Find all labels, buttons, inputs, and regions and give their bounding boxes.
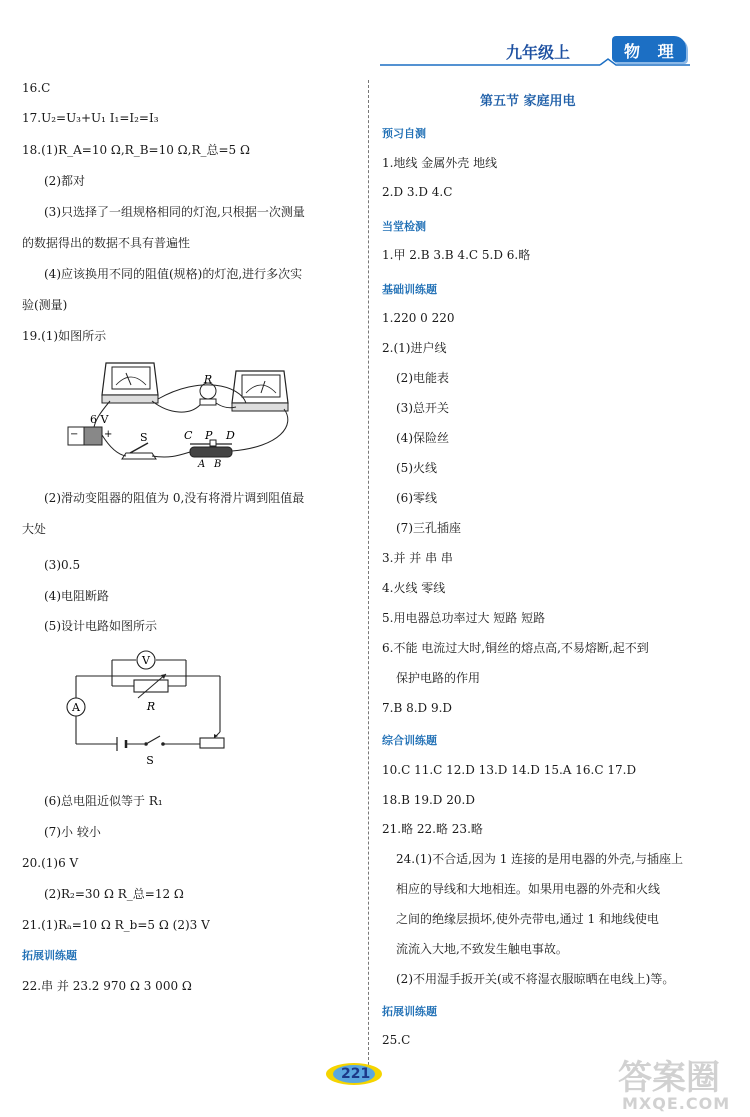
right-answer-19: 21.略 22.略 23.略: [382, 822, 483, 836]
answer-19-6: (6)总电阻近似等于 R₁: [44, 794, 163, 808]
answer-19-2a: (2)滑动变阻器的阻值为 0,没有将滑片调到阻值最: [44, 491, 305, 505]
watermark-logo-text: 答案圈: [618, 1058, 720, 1098]
answer-20-2: (2)R₂=30 Ω R_总=12 Ω: [44, 887, 184, 901]
answer-18-4a: (4)应该换用不同的阻值(规格)的灯泡,进行多次实: [44, 267, 303, 281]
answer-18-3b: 的数据得出的数据不具有普遍性: [22, 236, 191, 250]
grade-label: 九年级上: [506, 43, 571, 62]
section-heading-yuxi: 预习自测: [382, 127, 426, 140]
right-answer-11: (7)三孔插座: [396, 521, 461, 535]
answer-18-3a: (3)只选择了一组规格相同的灯泡,只根据一次测量: [44, 205, 305, 219]
right-answer-9: (5)火线: [396, 461, 437, 475]
right-answer-15a: 6.不能 电流过大时,铜丝的熔点高,不易熔断,起不到: [382, 641, 649, 655]
rheostat-label-p: P: [205, 429, 213, 442]
right-answer-20a: 24.(1)不合适,因为 1 连接的是用电器的外壳,与插座上: [396, 852, 683, 866]
header-rule: [380, 56, 692, 70]
answer-21: 21.(1)Rₐ=10 Ω R_b=5 Ω (2)3 V: [22, 918, 210, 932]
ammeter-symbol-label: A: [72, 701, 80, 714]
right-answer-3: 1.甲 2.B 3.B 4.C 5.D 6.略: [382, 248, 531, 262]
right-answer-8: (4)保险丝: [396, 431, 449, 445]
switch-symbol-label: S: [146, 754, 154, 767]
lamp-bulb: [200, 383, 216, 405]
answer-18-2: (2)都对: [44, 174, 85, 188]
right-answer-16: 7.B 8.D 9.D: [382, 701, 453, 715]
right-answer-14: 5.用电器总功率过大 短路 短路: [382, 611, 546, 625]
right-answer-1: 1.地线 金属外壳 地线: [382, 156, 498, 170]
page-number-badge: [326, 1063, 382, 1087]
section-heading-zonghe: 综合训练题: [382, 734, 437, 747]
section-title: 第五节 家庭用电: [480, 94, 576, 109]
voltmeter-symbol-label: V: [142, 654, 150, 667]
page-number: 221: [341, 1066, 371, 1082]
answer-18-1: 18.(1)R_A=10 Ω,R_B=10 Ω,R_总=5 Ω: [22, 143, 250, 157]
answer-22: 22.串 并 23.2 970 Ω 3 000 Ω: [22, 979, 192, 993]
right-answer-20d: 流流入大地,不致发生触电事故。: [396, 942, 568, 956]
resistor-symbol: [134, 674, 168, 698]
right-answer-20c: 之间的绝缘层损坏,使外壳带电,通过 1 和地线使电: [396, 912, 659, 926]
answer-17: 17.U₂=U₃+U₁ I₁=I₂=I₃: [22, 111, 159, 125]
answer-16: 16.C: [22, 81, 51, 95]
battery-plus-label: +: [104, 429, 113, 440]
rheostat-symbol: [200, 732, 224, 748]
section-heading-tuozhan-right: 拓展训练题: [382, 1005, 437, 1018]
answer-19-3: (3)0.5: [44, 558, 81, 572]
rheostat-label-c: C: [184, 429, 193, 442]
knife-switch: [122, 443, 156, 459]
circuit-schematic-figure: [62, 648, 242, 768]
answer-19-7: (7)小 较小: [44, 825, 101, 839]
right-answer-22: 25.C: [382, 1033, 411, 1047]
lamp-label: R: [203, 373, 213, 386]
battery-symbol: [117, 737, 126, 751]
rheostat: [190, 440, 232, 457]
right-answer-18: 18.B 19.D 20.D: [382, 793, 475, 807]
right-answer-12: 3.并 并 串 串: [382, 551, 453, 565]
section-heading-jichu: 基础训练题: [382, 283, 437, 296]
battery-minus-label: −: [70, 429, 79, 440]
right-answer-15b: 保护电路的作用: [396, 671, 481, 685]
right-answer-4: 1.220 0 220: [382, 311, 455, 325]
subject-label: 物 理: [624, 42, 680, 61]
column-divider: [368, 80, 369, 1070]
physical-circuit-figure: [60, 355, 300, 475]
right-answer-17: 10.C 11.C 12.D 13.D 14.D 15.A 16.C 17.D: [382, 763, 637, 777]
rheostat-label-b: B: [214, 459, 222, 470]
right-answer-2: 2.D 3.D 4.C: [382, 185, 453, 199]
answer-19-1: 19.(1)如图所示: [22, 329, 107, 343]
resistor-symbol-label: R: [146, 700, 156, 713]
right-answer-20b: 相应的导线和大地相连。如果用电器的外壳和火线: [396, 882, 661, 896]
rheostat-label-d: D: [226, 429, 235, 442]
ammeter-device: [102, 363, 158, 403]
section-heading-dangtang: 当堂检测: [382, 220, 426, 233]
answer-19-5: (5)设计电路如图所示: [44, 619, 157, 633]
answer-19-4: (4)电阻断路: [44, 589, 109, 603]
switch-label: S: [140, 431, 148, 444]
answer-20-1: 20.(1)6 V: [22, 856, 79, 870]
section-heading-tuozhan: 拓展训练题: [22, 949, 77, 962]
switch-symbol: [144, 736, 165, 746]
voltmeter-device: [232, 371, 288, 411]
right-answer-10: (6)零线: [396, 491, 437, 505]
right-answer-5: 2.(1)进户线: [382, 341, 447, 355]
answer-19-2b: 大处: [22, 522, 47, 536]
right-answer-7: (3)总开关: [396, 401, 449, 415]
watermark-url: MXQE.COM: [622, 1094, 731, 1113]
right-answer-6: (2)电能表: [396, 371, 449, 385]
rheostat-label-a: A: [198, 459, 206, 470]
right-answer-13: 4.火线 零线: [382, 581, 446, 595]
battery-voltage-label: 6 V: [90, 413, 109, 426]
right-answer-21: (2)不用湿手扳开关(或不将湿衣服晾晒在电线上)等。: [396, 972, 675, 986]
answer-18-4b: 验(测量): [22, 298, 68, 312]
